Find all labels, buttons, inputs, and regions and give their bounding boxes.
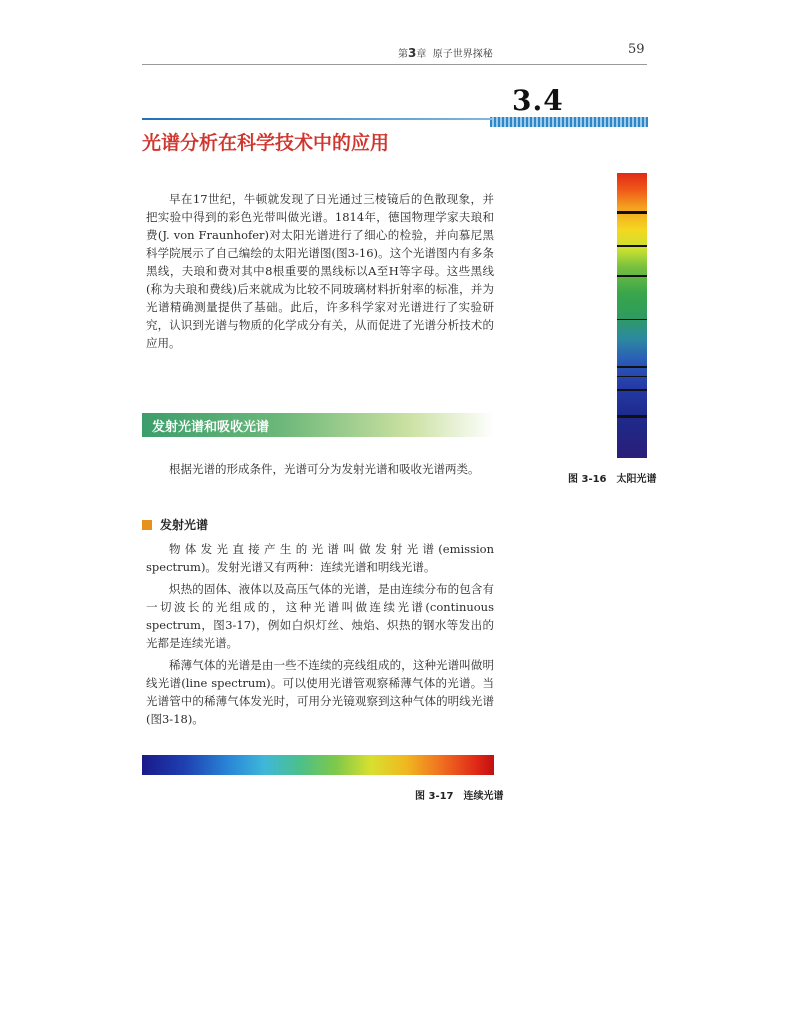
emission-paragraph-3: 稀薄气体的光谱是由一些不连续的亮线组成的，这种光谱叫做明线光谱(line spectrum)。可以使用光谱管观察稀薄气体的光谱。当光谱管中的稀薄气体发光时，可用分光镜观察到这种气体的明线光谱(图3-18)。 (146, 658, 494, 726)
chapter-suffix: 章 (416, 49, 427, 60)
figure-3-16-caption: 图 3-16 太阳光谱 (568, 474, 657, 485)
fraunhofer-line (617, 415, 647, 418)
fraunhofer-line (617, 245, 647, 247)
fraunhofer-line (617, 389, 647, 391)
fraunhofer-line (617, 275, 647, 277)
section-number-band (490, 117, 648, 127)
intro-paragraph: 早在17世纪，牛顿就发现了日光通过三棱镜后的色散现象，并把实验中得到的彩色光带叫做光谱。1814年，德国物理学家夫琅和费(J. von Fraunhofer)对太阳光谱进行了细心的检验，并向慕尼黑科学院展示了自己编绘的太阳光谱图(图3-16)。这个光谱图内有多条黑线，夫琅和费对其中8根重要的黑线标以A至H等字母。这些黑线(称为夫琅和费线)后来就成为比较不同玻璃材料折射率的标准，并为光谱精确测量提供了基础。此后，许多科学家对光谱进行了实验研究，认识到光谱与物质的化学成分有关，从而促进了光谱分析技术的应用。 (146, 192, 494, 350)
chapter-title: 原子世界探秘 (432, 49, 493, 60)
section-number: 3.4 (512, 84, 564, 117)
fraunhofer-line (617, 376, 647, 377)
section-title: 光谱分析在科学技术中的应用 (142, 132, 390, 154)
fraunhofer-line (617, 319, 647, 320)
emission-paragraph-1: 物体发光直接产生的光谱叫做发射光谱(emission spectrum)。发射光谱又有两种：连续光谱和明线光谱。 (146, 542, 494, 574)
chapter-prefix: 第 (398, 49, 408, 60)
solar-spectrum-figure (617, 173, 647, 458)
continuous-spectrum-figure (142, 755, 494, 775)
emission-paragraph-2: 炽热的固体、液体以及高压气体的光谱，是由连续分布的包含有一切波长的光组成的，这种光谱叫做连续光谱(continuous spectrum，图3-17)，例如白炽灯丝、烛焰、炽热的钢水等发出的光都是连续光谱。 (146, 582, 494, 650)
figure-3-17-caption: 图 3-17 连续光谱 (415, 791, 504, 802)
header-divider (142, 64, 647, 65)
fraunhofer-line (617, 211, 647, 214)
emission-heading: 发射光谱 (160, 518, 209, 532)
page-number: 59 (628, 42, 645, 57)
subsection-paragraph: 根据光谱的形成条件，光谱可分为发射光谱和吸收光谱两类。 (169, 462, 480, 476)
bullet-square-icon (142, 520, 152, 530)
chapter-number: 3 (408, 46, 417, 60)
running-header-chapter (398, 45, 493, 60)
fraunhofer-line (617, 366, 647, 368)
subsection-title: 发射光谱和吸收光谱 (152, 420, 270, 435)
title-rule (142, 118, 492, 120)
